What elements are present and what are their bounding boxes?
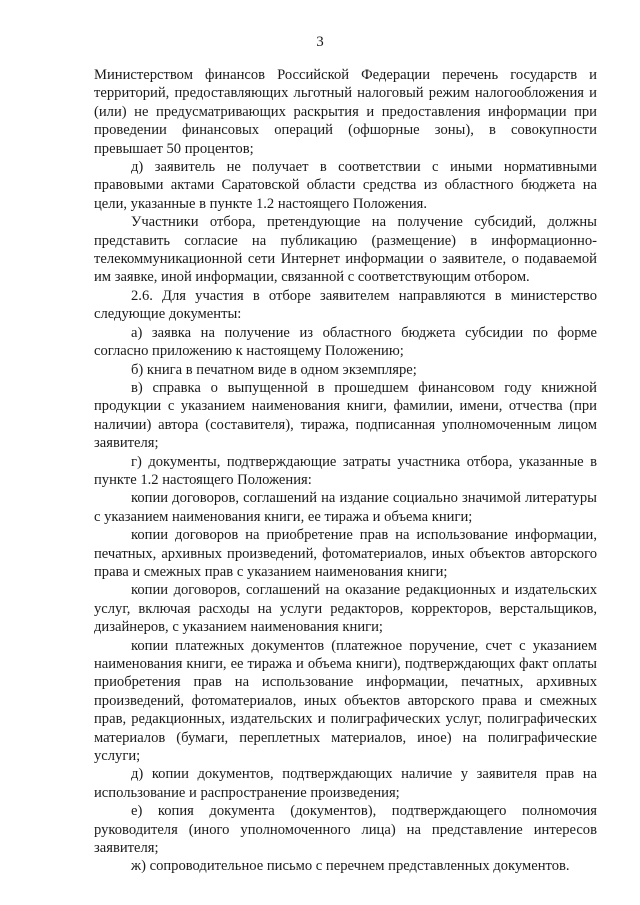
- sub-item-rights-contracts: копии договоров на приобретение прав на использование информации, печатных, архивных произведений, фотоматериалов, иных объектов авторского права и смежных прав с указанием наименования книги;: [94, 527, 597, 580]
- sub-item-editorial-contracts: копии договоров, соглашений на оказание редакционных и издательских услуг, включая расходы на услуги редакторов, корректоров, верстальщиков, дизайнеров, с указанием наименования книги;: [94, 582, 597, 636]
- paragraph-publication-consent: Участники отбора, претендующие на получение субсидий, должны представить согласие на публикацию (размещение) в информационно-телекоммуникационной сети Интернет информации о заявителе, о подаваемой им заявке, иной информации, связанной с соответствующим отбором.: [94, 214, 597, 286]
- page-number: 3: [316, 34, 324, 50]
- sub-item-publishing-contracts: копии договоров, соглашений на издание социально значимой литературы с указанием наименования книги, ее тиража и объема книги;: [94, 490, 597, 525]
- list-item-a-application: а) заявка на получение из областного бюджета субсидии по форме согласно приложению к настоящему Положению;: [94, 324, 597, 360]
- document-body: [94, 66, 597, 876]
- paragraph-section-2-6: 2.6. Для участия в отборе заявителем направляются в министерство следующие документы:: [94, 287, 597, 323]
- paragraph-offshore-continuation: Министерством финансов Российской Федерации перечень государств и территорий, предоставляющих льготный налоговый режим налогообложения и (или) не предусматривающих раскрытия и предоставления информации при проведении финансовых операций (офшорные зоны), в совокупности превышает 50 процентов;: [94, 67, 597, 157]
- sub-item-payment-documents: копии платежных документов (платежное поручение, счет с указанием наименования книги, ее тиража и объема книги), подтверждающих факт оплаты приобретения прав на использование информации, печатных, архивных произведений, фотоматериалов, иных объектов авторского права и смежных прав, редакционных, издательских и полиграфических услуг, полиграфических материалов (бумаги, переплетных материалов, иное) на полиграфические услуги;: [94, 637, 597, 765]
- list-item-g-expense-documents: г) документы, подтверждающие затраты участника отбора, указанные в пункте 1.2 настоящего Положения:: [94, 453, 597, 488]
- list-item-v-certificate: в) справка о выпущенной в прошедшем финансовом году книжной продукции с указанием наименования книги, фамилии, имени, отчества (при наличии) автора (составителя), тиража, подписанная уполномоченным лицом заявителя;: [94, 379, 597, 452]
- paragraph-item-d-budget: д) заявитель не получает в соответствии с иными нормативными правовыми актами Саратовской области средства из областного бюджета на цели, указанные в пункте 1.2 настоящего Положения.: [94, 159, 597, 212]
- list-item-zh-cover-letter: ж) сопроводительное письмо с перечнем представленных документов.: [131, 858, 570, 875]
- list-item-e-authority-document: е) копия документа (документов), подтверждающего полномочия руководителя (иного уполномоченного лица) на представление интересов заявителя;: [94, 803, 597, 857]
- list-item-b-printed-book: б) книга в печатном виде в одном экземпляре;: [131, 361, 417, 378]
- list-item-d-rights-documents: д) копии документов, подтверждающих наличие у заявителя прав на использование и распространение произведения;: [94, 766, 597, 801]
